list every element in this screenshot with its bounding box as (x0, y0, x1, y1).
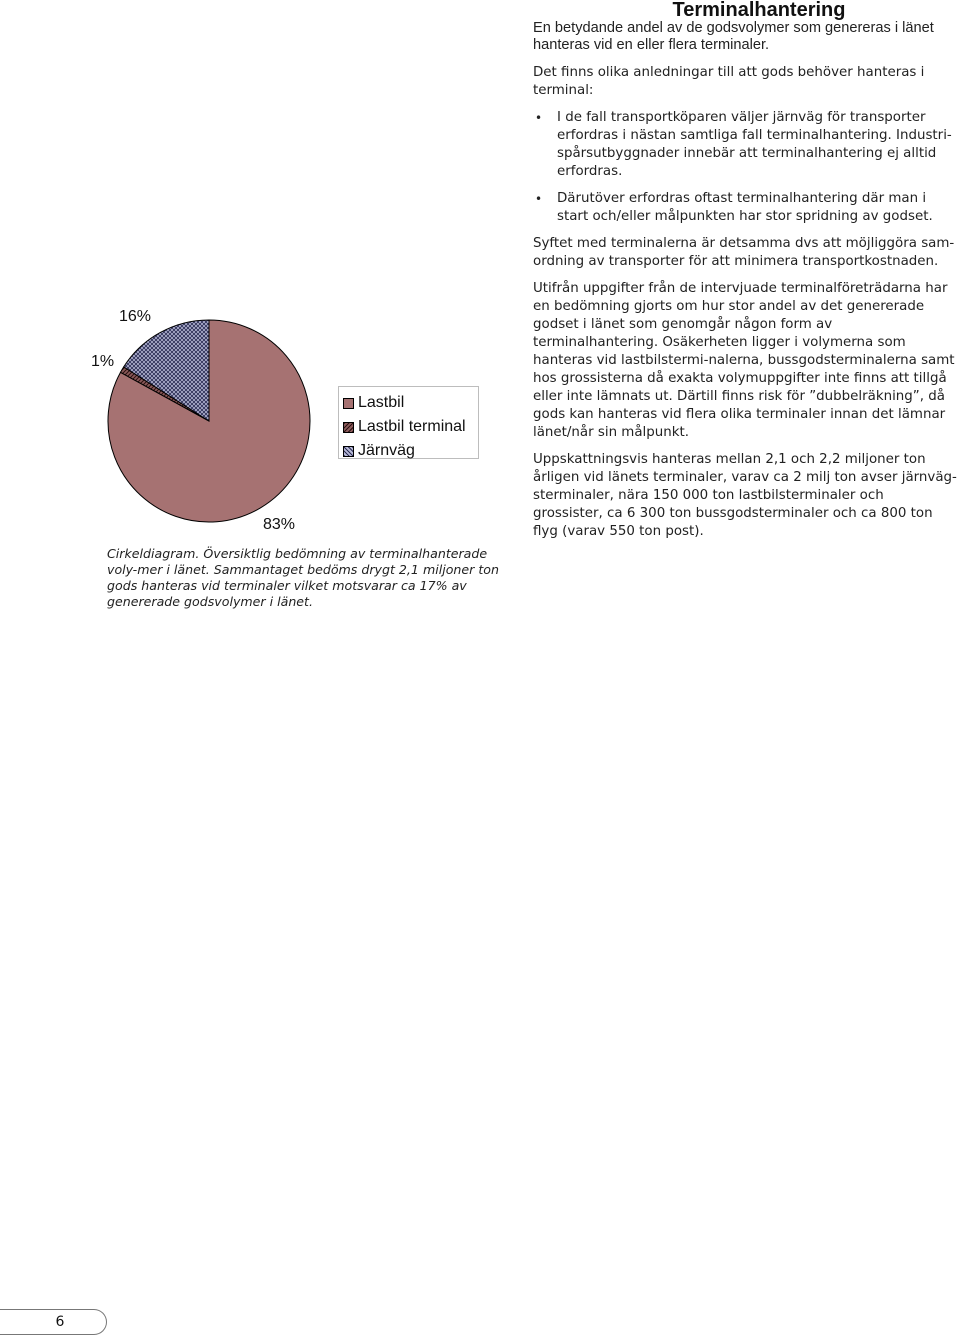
legend-swatch (343, 446, 354, 457)
legend-item (343, 439, 478, 463)
legend-label: Lastbil terminal (358, 418, 466, 435)
legend-item (343, 391, 478, 415)
list-item-text: Därutöver erfordras oftast terminalhantering där man i start och/eller målpunkten har stor spridning av godset. (557, 191, 933, 224)
page-number: 6 (0, 1309, 107, 1335)
legend-label: Lastbil (358, 394, 405, 411)
intro-paragraph: En betydande andel av de godsvolymer som genereras i länet hanteras vid en eller flera terminaler. (533, 20, 934, 53)
chart-legend (338, 386, 479, 459)
pie-label-lastbil-terminal: 1% (91, 353, 115, 370)
paragraph-reasons: Det finns olika anledningar till att gods behöver hanteras i terminal: (533, 65, 925, 98)
figure-caption: Cirkeldiagram. Översiktlig bedömning av terminalhanterade voly-mer i länet. Sammantaget bedöms drygt 2,1 miljoner ton gods hanteras vid terminaler vilket motsvarar ca 17% av genererade godsvolymer i länet. (107, 546, 499, 609)
bullet-icon: • (535, 111, 543, 125)
pie-label-jarnvag: 16% (119, 308, 152, 325)
legend-item (343, 415, 478, 439)
pie-label-lastbil: 83% (263, 516, 296, 533)
bullet-icon: • (535, 192, 543, 206)
legend-swatch (343, 422, 354, 433)
legend-label: Järnväg (358, 442, 415, 459)
legend-swatch (343, 398, 354, 409)
paragraph-assessment: Utifrån uppgifter från de intervjuade terminalföreträdarna har en bedömning gjorts om hur stor andel av det genererade godset i länet som genomgår någon form av terminalhantering. Osäkerheten ligger i volymerna som hanteras vid lastbilstermi-nalerna, bussgodsterminalerna samt hos grossisterna då exakta volymuppgifter inte finns att tillgå eller inte lämnats ut. Därtill finns risk för ”dubbelräkning”, då gods kan hanteras vid flera olika terminaler innan det lämnar länet/når sin målpunkt. (533, 281, 955, 440)
list-item-text: I de fall transportköparen väljer järnväg för transporter erfordras i nästan samtliga fall terminalhantering. Industri-spårsutbyggnader innebär att terminalhantering ej alltid erfordras. (557, 110, 952, 179)
paragraph-purpose: Syftet med terminalerna är detsamma dvs att möjliggöra sam-ordning av transporter för att minimera transportkostnaden. (533, 236, 955, 269)
page-title: Terminalhantering (672, 0, 846, 21)
paragraph-estimate: Uppskattningsvis hanteras mellan 2,1 och 2,2 miljoner ton årligen vid länets terminaler, varav ca 2 milj ton avser järnväg-sterminaler, nära 150 000 ton lastbilsterminaler och grossister, ca 6 300 ton bussgodsterminaler och ca 800 ton flyg (varav 550 ton post). (533, 452, 957, 539)
